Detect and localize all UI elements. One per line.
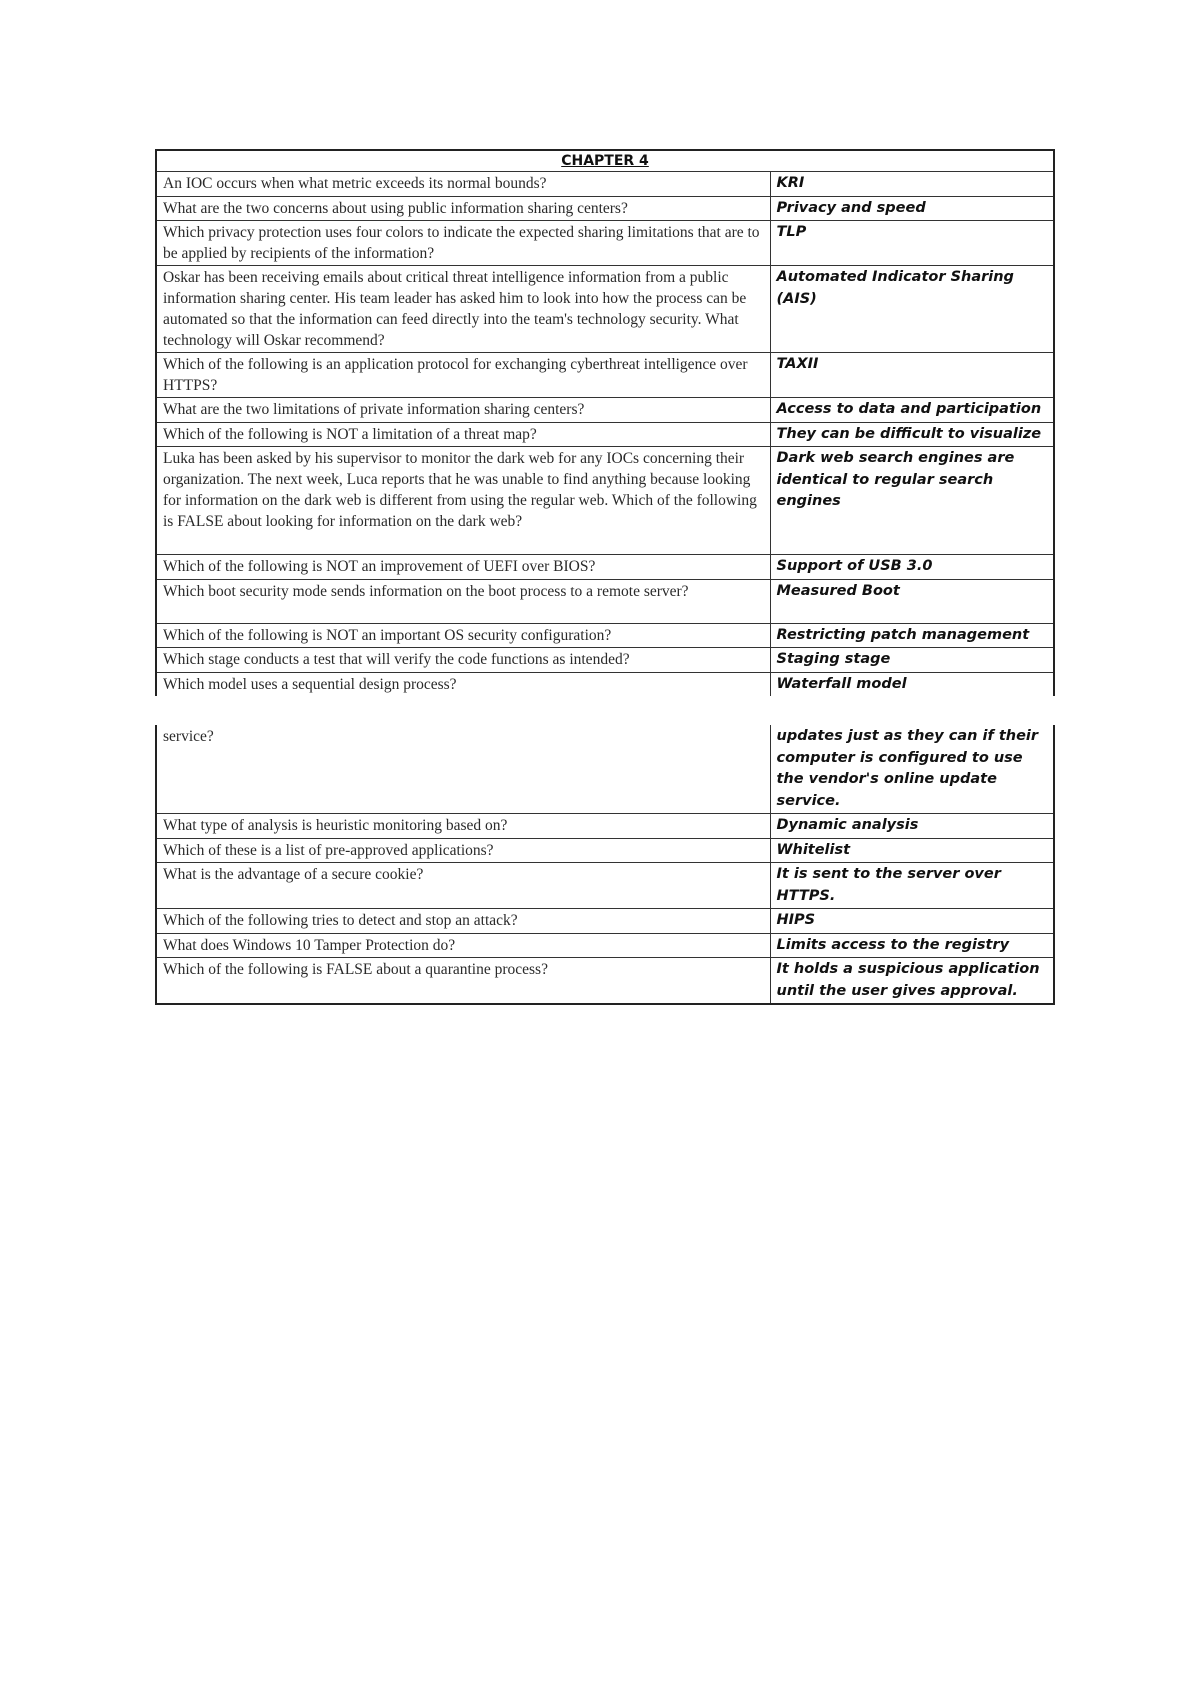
question-cell: Which of these is a list of pre-approved applications? (156, 838, 770, 863)
table-row (156, 672, 1054, 696)
table-row (156, 958, 1054, 1005)
answer-cell: Whitelist (770, 838, 1054, 863)
chapter-title: CHAPTER 4 (156, 150, 1054, 172)
question-cell: Which of the following is NOT a limitation of a threat map? (156, 422, 770, 447)
question-cell: What are the two limitations of private information sharing centers? (156, 398, 770, 423)
question-cell: Which of the following tries to detect and stop an attack? (156, 909, 770, 934)
question-table-part-1 (155, 149, 1053, 696)
answer-cell: HIPS (770, 909, 1054, 934)
question-cell: Which of the following is FALSE about a quarantine process? (156, 958, 770, 1005)
question-cell: Luka has been asked by his supervisor to monitor the dark web for any IOCs concerning their organization. The next week, Luca reports that he was unable to find anything because looking for information on the dark web is different from using the regular web. Which of the following is FALSE about looking for information on the dark web? (156, 447, 770, 555)
table-row (156, 725, 1054, 814)
question-cell: Which of the following is NOT an improvement of UEFI over BIOS? (156, 555, 770, 580)
table-row (156, 447, 1054, 555)
table-row (156, 909, 1054, 934)
answer-cell: Restricting patch management (770, 623, 1054, 648)
answer-cell: Dark web search engines are identical to regular search engines (770, 447, 1054, 555)
answer-cell: updates just as they can if their computer is configured to use the vendor's online update service. (770, 725, 1054, 814)
table-row (156, 422, 1054, 447)
table-row (156, 814, 1054, 839)
question-cell: An IOC occurs when what metric exceeds its normal bounds? (156, 172, 770, 197)
table-row (156, 221, 1054, 266)
table-row (156, 579, 1054, 623)
question-cell: Which of the following is NOT an important OS security configuration? (156, 623, 770, 648)
question-cell: What does Windows 10 Tamper Protection do? (156, 933, 770, 958)
table-row (156, 172, 1054, 197)
answer-cell: KRI (770, 172, 1054, 197)
answer-cell: Limits access to the registry (770, 933, 1054, 958)
answer-cell: Waterfall model (770, 672, 1054, 696)
answer-cell: Automated Indicator Sharing (AIS) (770, 266, 1054, 353)
table-row (156, 648, 1054, 673)
answer-cell: Privacy and speed (770, 196, 1054, 221)
table-row (156, 266, 1054, 353)
question-table-part-2 (155, 725, 1053, 1005)
question-cell: What are the two concerns about using public information sharing centers? (156, 196, 770, 221)
qa-table (155, 725, 1055, 1005)
table-row (156, 933, 1054, 958)
table-row (156, 863, 1054, 909)
answer-cell: Dynamic analysis (770, 814, 1054, 839)
answer-cell: TLP (770, 221, 1054, 266)
question-cell: Which of the following is an application protocol for exchanging cyberthreat intelligence over HTTPS? (156, 353, 770, 398)
qa-table (155, 149, 1055, 696)
answer-cell: Support of USB 3.0 (770, 555, 1054, 580)
answer-cell: It holds a suspicious application until the user gives approval. (770, 958, 1054, 1005)
table-row (156, 555, 1054, 580)
table-row (156, 623, 1054, 648)
table-row (156, 353, 1054, 398)
answer-cell: Access to data and participation (770, 398, 1054, 423)
question-cell: What type of analysis is heuristic monitoring based on? (156, 814, 770, 839)
question-cell: Which stage conducts a test that will verify the code functions as intended? (156, 648, 770, 673)
table-row (156, 196, 1054, 221)
question-cell: Oskar has been receiving emails about critical threat intelligence information from a public information sharing center. His team leader has asked him to look into how the process can be automated so that the information can feed directly into the team's technology security. What technology will Oskar recommend? (156, 266, 770, 353)
answer-cell: Staging stage (770, 648, 1054, 673)
answer-cell: They can be difficult to visualize (770, 422, 1054, 447)
question-cell: Which model uses a sequential design process? (156, 672, 770, 696)
table-row (156, 838, 1054, 863)
answer-cell: Measured Boot (770, 579, 1054, 623)
question-cell: Which boot security mode sends information on the boot process to a remote server? (156, 579, 770, 623)
question-cell: What is the advantage of a secure cookie? (156, 863, 770, 909)
question-cell: Which privacy protection uses four colors to indicate the expected sharing limitations that are to be applied by recipients of the information? (156, 221, 770, 266)
answer-cell: TAXII (770, 353, 1054, 398)
table-row (156, 398, 1054, 423)
answer-cell: It is sent to the server over HTTPS. (770, 863, 1054, 909)
question-cell: service? (156, 725, 770, 814)
table-header-row (156, 150, 1054, 172)
